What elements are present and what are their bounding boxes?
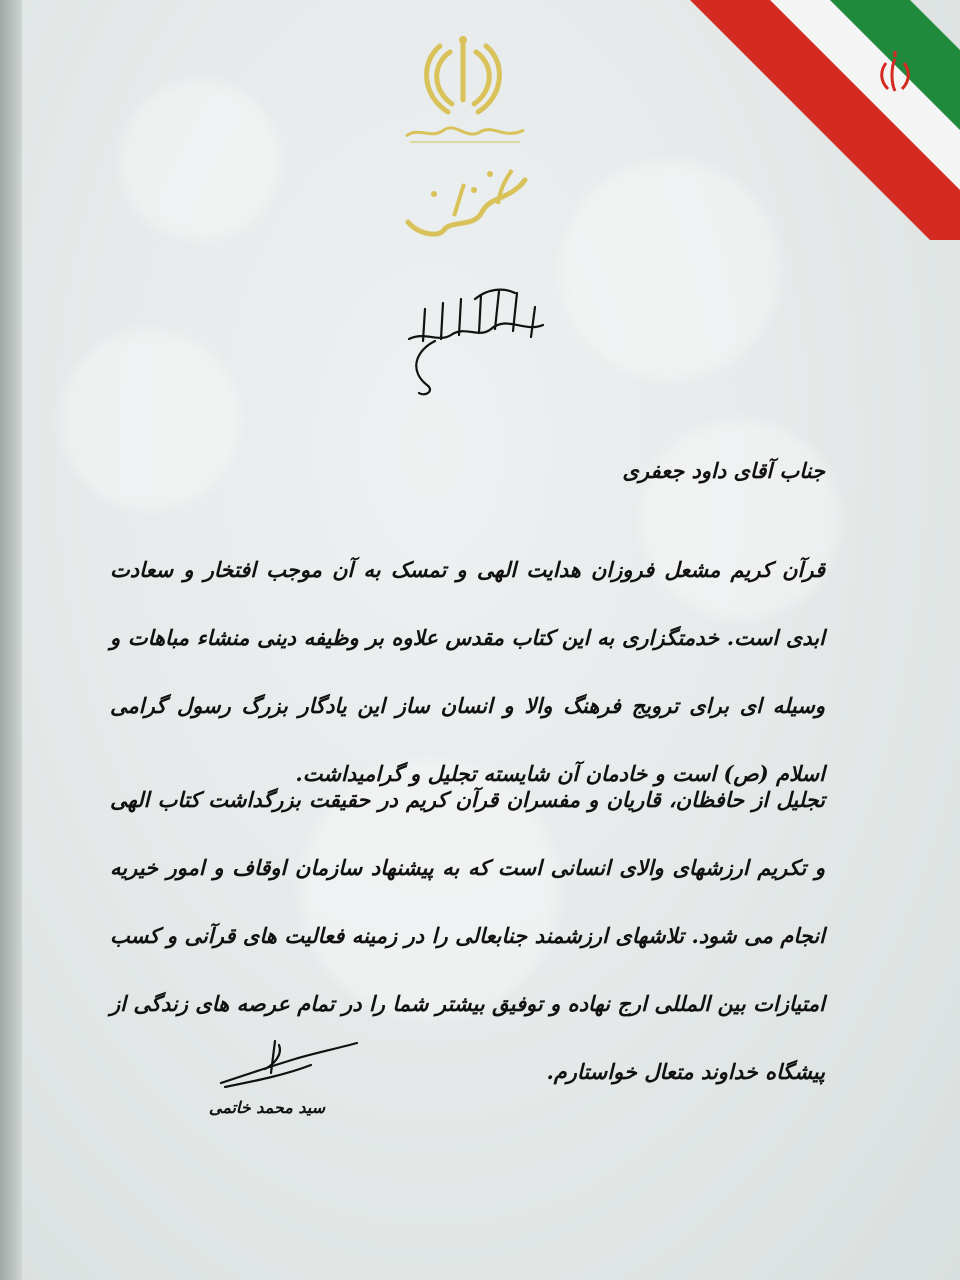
- gold-title-lettering: [390, 160, 540, 240]
- gold-emblem-icon: [418, 34, 508, 118]
- paragraph: قرآن کریم مشعل فروزان هدایت الهی و تمسک به آن موجب افتخار و سعادت ابدی است. خدمتگزاری به این کتاب مقدس علاوه بر وظیفه دینی منشاء مباهات و وسیله ای برای ترویج فرهنگ والا و انسان ساز این یادگار بزرگ رسول گرامی اسلام (ص) است و خادمان آن شایسته تجلیل و گرامیداشت.: [110, 557, 825, 786]
- background-bokeh: [60, 330, 240, 510]
- handwritten-signature: [215, 1035, 365, 1095]
- gold-seal-lettering: [400, 118, 530, 146]
- paragraph: تجلیل از حافظان، قاریان و مفسران قرآن کریم در حقیقت بزرگداشت کتاب الهی و تکریم ارزشهای والای انسانی است که به پیشنهاد سازمان اوقاف و امور خیریه انجام می شود. تلاشهای ارزشمند جنابعالی را در زمینه فعالیت های قرآنی و کسب امتیازات بین المللی ارج نهاده و توفیق بیشتر شما را در تمام عرصه های زندگی از پیشگاه خداوند متعال خواستارم.: [110, 787, 825, 1084]
- page-edge-shadow: [0, 0, 22, 1280]
- flag-ribbon: [580, 0, 960, 240]
- salutation: جناب آقای داود جعفری: [622, 458, 825, 483]
- signer-name: سید محمد خاتمی: [208, 1098, 325, 1117]
- background-bokeh: [120, 80, 280, 240]
- basmala-calligraphy: [395, 285, 555, 400]
